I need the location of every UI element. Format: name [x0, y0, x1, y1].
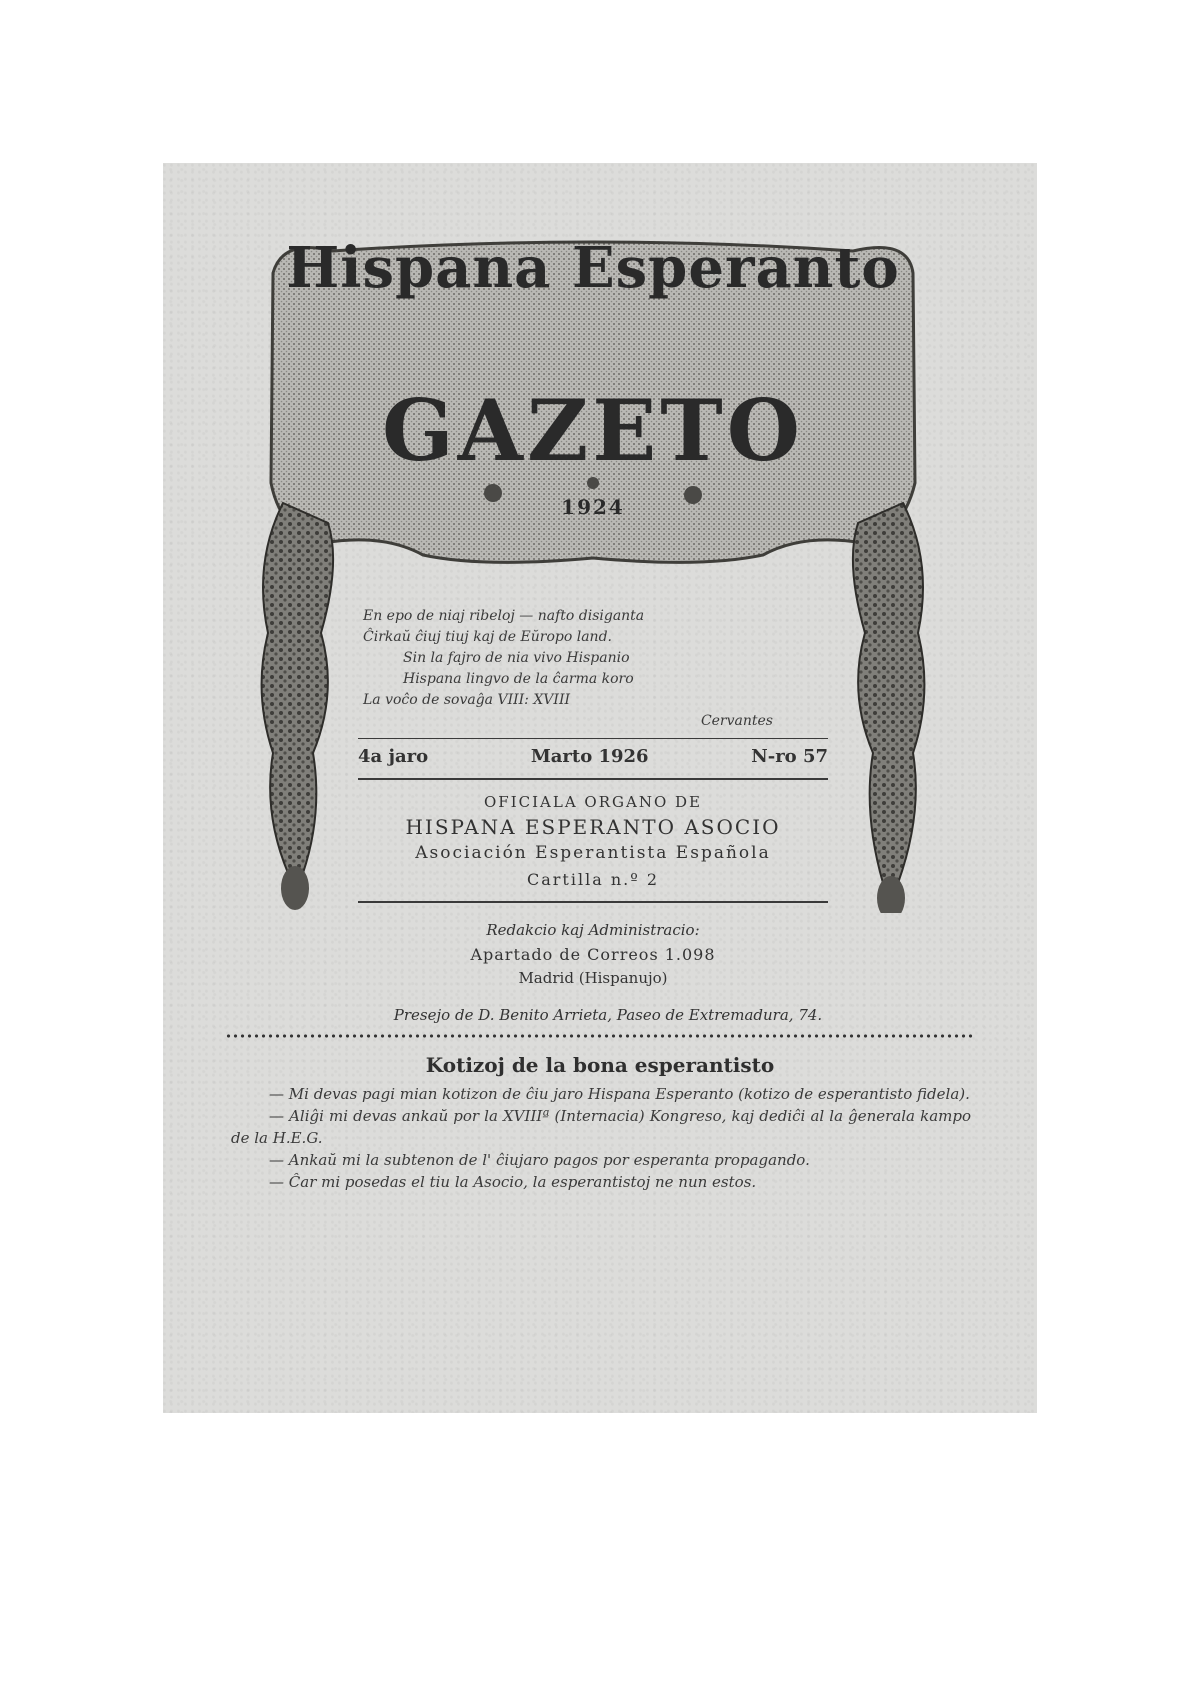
motto-author: Cervantes [700, 713, 773, 729]
motto-line: Ĉirkaŭ ĉiuj tiuj kaj de Eŭropo land. [363, 629, 612, 645]
article-paragraph: — Ankaŭ mi la subtenon de l' ĉiujaro pagos por esperanta propagando. [269, 1151, 810, 1169]
masthead-title-line1: Hispana Esperanto [286, 235, 900, 301]
issue-year: 4a jaro [358, 746, 429, 767]
divider [358, 778, 828, 780]
issue-row [358, 746, 828, 767]
org-line-spanish: Asociación Esperantista Española [415, 843, 771, 863]
motto-line: En epo de niaj ribeloj — nafto disiganta [363, 608, 645, 624]
page-sheet [163, 163, 1037, 1413]
printer-line: Presejo de D. Benito Arrieta, Paseo de Extremadura, 74. [393, 1006, 823, 1024]
motto-block [363, 606, 793, 732]
divider [358, 738, 828, 739]
masthead-emblem-text: 1924 [561, 495, 625, 519]
article-heading: Kotizoj de la bona esperantisto [425, 1053, 775, 1077]
dotted-divider [225, 1033, 975, 1039]
article-paragraph: — Ĉar mi posedas el tiu la Asocio, la esperantistoj ne nun estos. [269, 1173, 757, 1191]
address-line: Redakcio kaj Administracio: [486, 921, 700, 939]
masthead-banner [243, 233, 943, 913]
divider [358, 901, 828, 903]
address-line: Madrid (Hispanujo) [518, 969, 668, 987]
org-line-official: OFICIALA ORGANO DE [484, 793, 702, 811]
motto-line: La voĉo de sovaĝa VIII: XVIII [363, 692, 571, 708]
motto-line: Hispana lingvo de la ĉarma koro [403, 671, 634, 687]
address-line: Apartado de Correos 1.098 [470, 945, 716, 964]
issue-date: Marto 1926 [530, 746, 649, 767]
issue-number: N-ro 57 [751, 746, 828, 767]
article-body [231, 1083, 971, 1193]
org-line-name: HISPANA ESPERANTO ASOCIO [405, 815, 781, 839]
left-garland [262, 503, 334, 873]
article-paragraph: — Mi devas pagi mian kotizon de ĉiu jaro Hispana Esperanto (kotizo de esperantisto fidela). [269, 1085, 970, 1103]
org-line-card: Cartilla n.º 2 [526, 870, 659, 889]
masthead-title-line2: GAZETO [382, 381, 804, 480]
article-paragraph: — Aliĝi mi devas ankaŭ por la XVIIIª (Internacia) Kongreso, kaj dediĉi al la ĝenerala kampo de la H.E.G. [231, 1107, 971, 1147]
right-garland [853, 503, 925, 883]
motto-line: Sin la fajro de nia vivo Hispanio [403, 650, 630, 666]
